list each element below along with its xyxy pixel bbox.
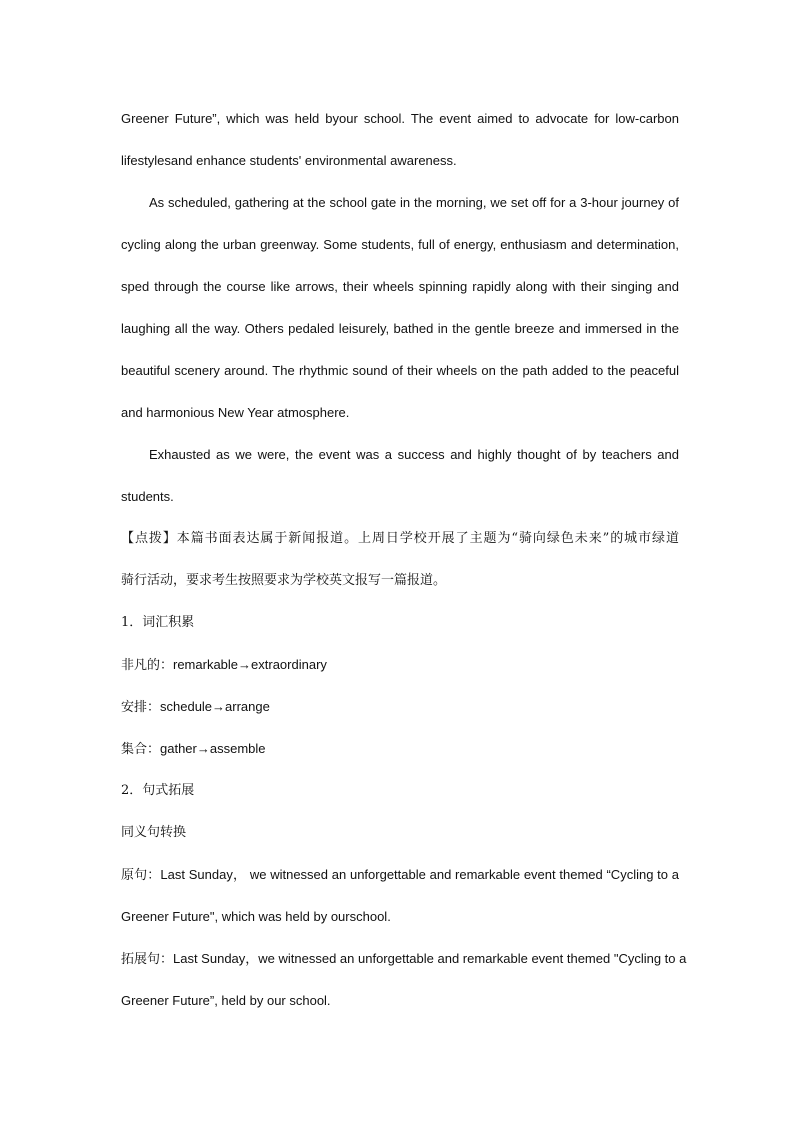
expanded-sentence: Greener Future”, held by our school. xyxy=(121,993,331,1008)
text-line: and harmonious New Year atmosphere. xyxy=(121,405,350,420)
section-heading: 1．词汇积累 xyxy=(121,615,195,630)
text-line: laughing all the way. Others pedaled leisurely, bathed in the gentle breeze and immersed in the xyxy=(121,321,679,336)
text-line: As scheduled, gathering at the school gate in the morning, we set off for a 3-hour journey of xyxy=(149,195,679,210)
text-line: lifestylesand enhance students' environmental awareness. xyxy=(121,153,457,168)
text-line: sped through the course like arrows, their wheels spinning rapidly along with their singing and xyxy=(121,279,679,294)
vocab-item: 非凡的：remarkable→extraordinary xyxy=(121,657,327,672)
vocab-item: 安排：schedule→arrange xyxy=(121,699,270,714)
subsection-heading: 同义句转换 xyxy=(121,825,187,840)
original-sentence: 原句：Last Sunday， we witnessed an unforgettable and remarkable event themed “Cycling to a xyxy=(121,867,679,882)
original-sentence: Greener Future", which was held by ourschool. xyxy=(121,909,391,924)
text-line: students. xyxy=(121,489,174,504)
vocab-item: 集合：gather→assemble xyxy=(121,741,266,756)
text-line: Greener Future”, which was held byour school. The event aimed to advocate for low-carbon xyxy=(121,111,679,126)
commentary-line: 骑行活动，要求考生按照要求为学校英文报写一篇报道。 xyxy=(121,573,447,588)
expanded-sentence: 拓展句：Last Sunday，we witnessed an unforgettable and remarkable event themed "Cycling to a xyxy=(121,951,687,966)
section-heading: 2．句式拓展 xyxy=(121,783,195,798)
text-line: Exhausted as we were, the event was a success and highly thought of by teachers and xyxy=(149,447,679,462)
text-line: cycling along the urban greenway. Some students, full of energy, enthusiasm and determination, xyxy=(121,237,679,252)
text-line: beautiful scenery around. The rhythmic sound of their wheels on the path added to the peaceful xyxy=(121,363,679,378)
commentary-line: 【点拨】本篇书面表达属于新闻报道。上周日学校开展了主题为“骑向绿色未来”的城市绿道 xyxy=(121,531,679,546)
